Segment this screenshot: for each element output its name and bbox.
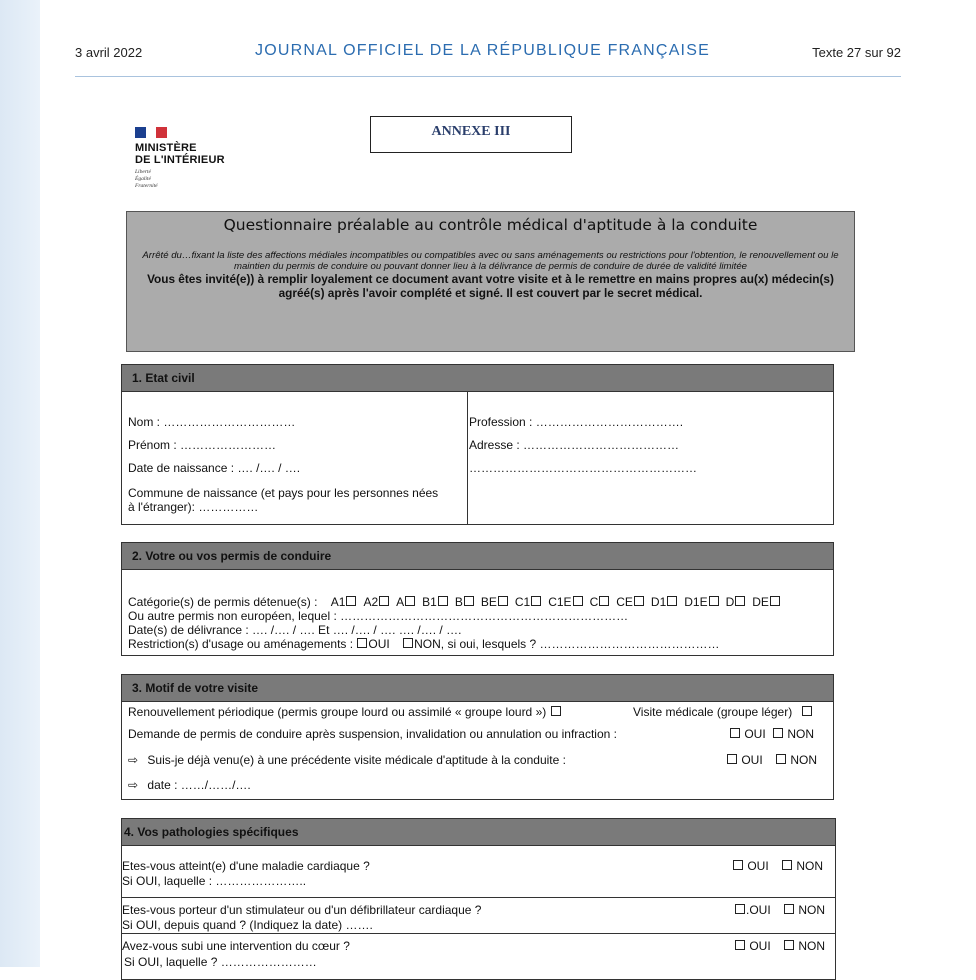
- ministry-logo: [135, 127, 225, 190]
- journal-header: [75, 40, 901, 77]
- restriction-oui-checkbox[interactable]: [357, 638, 367, 648]
- visite-leger-row: Visite médicale (groupe léger): [633, 705, 813, 719]
- q1-choices: OUI NON: [732, 859, 823, 873]
- q2-non-checkbox[interactable]: [784, 904, 794, 914]
- section-pathologies: [121, 818, 836, 980]
- category-label: A2: [363, 595, 379, 609]
- question-stimulateur: Etes-vous porteur d'un stimulateur ou d'un défibrillateur cardiaque ?: [122, 903, 482, 917]
- field-adresse-2[interactable]: …………………………………………………: [469, 461, 697, 475]
- renouvellement-row: Renouvellement périodique (permis groupe lourd ou assimilé « groupe lourd »): [128, 705, 562, 719]
- renouvellement-checkbox[interactable]: [551, 706, 561, 716]
- field-date-visite[interactable]: date : ……/……/….: [147, 778, 251, 792]
- category-label: B: [454, 595, 463, 609]
- q3-choices: OUI NON: [734, 939, 825, 953]
- category-label: CE: [616, 595, 633, 609]
- precedente-non-checkbox[interactable]: [776, 754, 786, 764]
- question-intervention-coeur: Avez-vous subi une intervention du cœur ?: [122, 939, 350, 953]
- restriction-row: Restriction(s) d'usage ou aménagements : OUI NON, si oui, lesquels ? ………………………………………: [128, 637, 720, 651]
- category-label: D1E: [684, 595, 708, 609]
- field-maladie-laquelle[interactable]: Si OUI, laquelle : …………………..: [122, 874, 307, 888]
- column-divider: [467, 392, 468, 524]
- demande-non-checkbox[interactable]: [773, 728, 783, 738]
- field-autre-permis[interactable]: Ou autre permis non européen, lequel : ………………………………………………………………: [128, 609, 629, 623]
- category-label: DE: [752, 595, 769, 609]
- category-checkbox-a1[interactable]: [346, 596, 356, 606]
- row-divider: [122, 933, 835, 934]
- arrow-icon: ⇨: [128, 753, 139, 767]
- field-commune-naissance[interactable]: Commune de naissance (et pays pour les personnes nées: [128, 486, 439, 500]
- viewer-margin: [0, 0, 40, 967]
- category-label: C1: [514, 595, 531, 609]
- decree-reference: Arrêté du…fixant la liste des affections médiales incompatibles ou compatibles avec ou sans aménagements ou restrictions pour l'obtention, le renouvellement ou le maintien du permis de conduire ou pouvant donner lieu à la délivrance de permis de conduire de durée de validité limitée: [142, 250, 839, 272]
- french-flag-icon: [135, 127, 167, 138]
- category-label: C1E: [548, 595, 572, 609]
- category-checkbox-b[interactable]: [464, 596, 474, 606]
- category-label: A1: [330, 595, 346, 609]
- ministry-name: MINISTÈRE DE L'INTÉRIEUR: [135, 142, 225, 166]
- field-profession[interactable]: Profession : ……………………………….: [469, 415, 684, 429]
- precedente-visite-row: ⇨ Suis-je déjà venu(e) à une précédente visite médicale d'aptitude à la conduite :: [128, 753, 566, 767]
- category-label: BE: [480, 595, 497, 609]
- q2-choices: .OUI NON: [734, 903, 825, 917]
- category-checkbox-d[interactable]: [735, 596, 745, 606]
- category-checkbox-be[interactable]: [498, 596, 508, 606]
- category-checkbox-c1[interactable]: [531, 596, 541, 606]
- field-stimulateur-date[interactable]: Si OUI, depuis quand ? (Indiquez la date) …….: [122, 918, 373, 932]
- field-commune-naissance-2[interactable]: à l'étranger): ……………: [128, 500, 259, 514]
- visite-leger-checkbox[interactable]: [802, 706, 812, 716]
- licence-categories-row: [128, 595, 781, 609]
- arrow-icon: ⇨: [128, 778, 139, 792]
- q3-non-checkbox[interactable]: [784, 940, 794, 950]
- section-title: 1. Etat civil: [122, 365, 833, 392]
- instructions: Vous êtes invité(e)) à remplir loyalement ce document avant votre visite et à le remettre en mains propres au(x) médecin(s) agréé(s) après l'avoir complété et signé. Il est couvert par le secret médical.: [147, 272, 834, 300]
- section-visit-reason: [121, 674, 834, 800]
- categories-checkboxes: [331, 595, 781, 609]
- publication-date: 3 avril 2022: [75, 45, 143, 60]
- date-visite-row: [128, 778, 251, 792]
- category-checkbox-a[interactable]: [405, 596, 415, 606]
- q3-oui-checkbox[interactable]: [735, 940, 745, 950]
- section-title: 2. Votre ou vos permis de conduire: [122, 543, 833, 570]
- field-intervention-laquelle[interactable]: Si OUI, laquelle ? ……………………: [124, 955, 317, 969]
- section-title: 3. Motif de votre visite: [122, 675, 833, 702]
- q1-oui-checkbox[interactable]: [733, 860, 743, 870]
- field-dates-delivrance[interactable]: Date(s) de délivrance : …. /…. / …. Et …. /…. / …. …. /…. / ….: [128, 623, 462, 637]
- text-counter: Texte 27 sur 92: [812, 45, 901, 60]
- category-label: B1: [422, 595, 437, 609]
- annex-title: ANNEXE III: [370, 116, 572, 153]
- restriction-non-checkbox[interactable]: [403, 638, 413, 648]
- category-checkbox-ce[interactable]: [634, 596, 644, 606]
- category-checkbox-a2[interactable]: [379, 596, 389, 606]
- category-label: C: [589, 595, 599, 609]
- field-adresse[interactable]: Adresse : …………………………………: [469, 438, 680, 452]
- category-checkbox-de[interactable]: [770, 596, 780, 606]
- demande-label: Demande de permis de conduire après suspension, invalidation ou annulation ou infraction :: [128, 727, 617, 741]
- category-checkbox-c1e[interactable]: [573, 596, 583, 606]
- section-civil-status: [121, 364, 834, 525]
- question-maladie-cardiaque: Etes-vous atteint(e) d'une maladie cardiaque ?: [122, 859, 370, 873]
- row-divider: [122, 897, 835, 898]
- category-checkbox-d1[interactable]: [667, 596, 677, 606]
- precedente-oui-checkbox[interactable]: [727, 754, 737, 764]
- category-label: D: [725, 595, 735, 609]
- categories-label: Catégorie(s) de permis détenue(s) :: [128, 595, 318, 609]
- demande-choices: OUI NON: [729, 727, 814, 741]
- document-page: [40, 32, 976, 967]
- questionnaire-intro: [126, 211, 855, 352]
- section-driving-licences: [121, 542, 834, 656]
- category-label: D1: [650, 595, 667, 609]
- republic-motto: Liberté Égalité Fraternité: [135, 169, 158, 189]
- field-date-naissance[interactable]: Date de naissance : …. /…. / ….: [128, 461, 301, 475]
- field-nom[interactable]: Nom : ……………………………: [128, 415, 296, 429]
- field-prenom[interactable]: Prénom : ……………………: [128, 438, 277, 452]
- q2-oui-checkbox[interactable]: [735, 904, 745, 914]
- questionnaire-title: Questionnaire préalable au contrôle médical d'aptitude à la conduite: [223, 216, 758, 234]
- demande-oui-checkbox[interactable]: [730, 728, 740, 738]
- category-checkbox-d1e[interactable]: [709, 596, 719, 606]
- section-title: 4. Vos pathologies spécifiques: [122, 819, 835, 846]
- precedente-visite-choices: OUI NON: [726, 753, 817, 767]
- category-checkbox-c[interactable]: [599, 596, 609, 606]
- q1-non-checkbox[interactable]: [782, 860, 792, 870]
- journal-title: JOURNAL OFFICIEL DE LA RÉPUBLIQUE FRANÇAISE: [255, 42, 710, 59]
- category-checkbox-b1[interactable]: [438, 596, 448, 606]
- category-label: A: [396, 595, 405, 609]
